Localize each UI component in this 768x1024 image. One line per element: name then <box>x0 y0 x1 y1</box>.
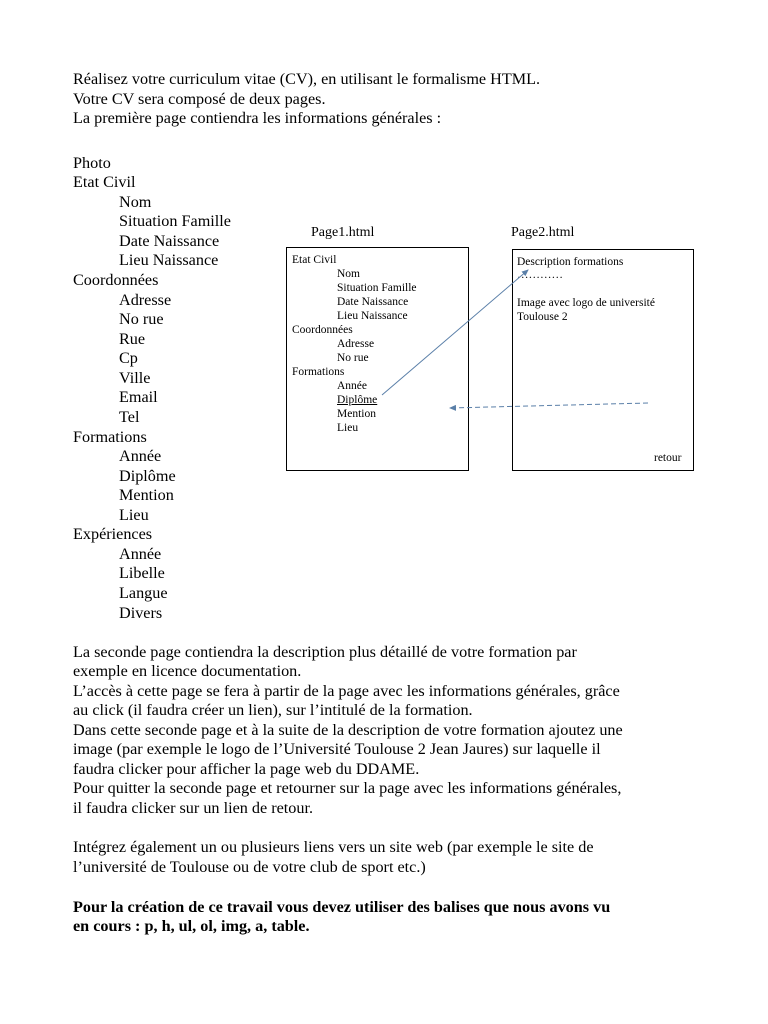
cv-photo: Photo <box>73 154 111 172</box>
body-line-6: image (par exemple le logo de l’Université Toulouse 2 Jean Jaures) sur laquelle il <box>73 740 601 758</box>
p2-description: Description formations <box>517 256 624 268</box>
arrow-retour-to-page1 <box>450 403 648 408</box>
bold-line-1: Pour la création de ce travail vous devez utiliser des balises que nous avons vu <box>73 898 611 916</box>
cv-coordonnees: Coordonnées <box>73 271 159 289</box>
cv-item-rue: Rue <box>119 330 146 348</box>
cv-experiences: Expériences <box>73 525 153 543</box>
cv-item-divers: Divers <box>119 604 163 622</box>
body-line-4: au click (il faudra créer un lien), sur l’intitulé de la formation. <box>73 701 473 719</box>
cv-item-mention: Mention <box>119 486 174 504</box>
p1-lieu-naissance: Lieu Naissance <box>337 310 408 322</box>
bold-line-2: en cours : p, h, ul, ol, img, a, table. <box>73 917 310 935</box>
cv-item-diplome: Diplôme <box>119 467 176 485</box>
intro-line-2: Votre CV sera composé de deux pages. <box>73 90 326 108</box>
p1-date-naissance: Date Naissance <box>337 296 409 308</box>
cv-item-libelle: Libelle <box>119 564 165 582</box>
p1-coordonnees: Coordonnées <box>292 324 353 336</box>
cv-item-exp-annee: Année <box>119 545 162 563</box>
links-line-1: Intégrez également un ou plusieurs liens vers un site web (par exemple le site de <box>73 838 594 856</box>
page2-label: Page2.html <box>511 225 575 240</box>
intro-line-3: La première page contiendra les informations générales : <box>73 109 442 127</box>
body-line-1: La seconde page contiendra la description plus détaillé de votre formation par <box>73 643 577 661</box>
cv-item-no-rue: No rue <box>119 310 164 328</box>
cv-item-adresse: Adresse <box>119 291 172 309</box>
cv-formations: Formations <box>73 428 147 446</box>
cv-item-cp: Cp <box>119 349 138 367</box>
arrow-diplome-to-page2 <box>382 270 528 395</box>
p2-image-line-2: Toulouse 2 <box>517 311 568 323</box>
cv-item-tel: Tel <box>119 408 140 426</box>
body-line-2: exemple en licence documentation. <box>73 662 302 680</box>
cv-item-ville: Ville <box>119 369 151 387</box>
body-line-9: il faudra clicker sur un lien de retour. <box>73 799 314 817</box>
p1-etat-civil: Etat Civil <box>292 254 337 266</box>
p1-adresse: Adresse <box>337 338 375 350</box>
p1-annee: Année <box>337 380 368 392</box>
p1-nom: Nom <box>337 268 360 280</box>
cv-item-annee: Année <box>119 447 162 465</box>
cv-item-date-naissance: Date Naissance <box>119 232 220 250</box>
cv-item-situation: Situation Famille <box>119 212 231 230</box>
body-line-7: faudra clicker pour afficher la page web du DDAME. <box>73 760 420 778</box>
body-line-8: Pour quitter la seconde page et retourner sur la page avec les informations générales, <box>73 779 622 797</box>
page1-label: Page1.html <box>311 225 375 240</box>
p2-image-line-1: Image avec logo de université <box>517 297 655 309</box>
cv-item-email: Email <box>119 388 158 406</box>
intro-line-1: Réalisez votre curriculum vitae (CV), en utilisant le formalisme HTML. <box>73 70 541 88</box>
body-line-5: Dans cette seconde page et à la suite de la description de votre formation ajoutez une <box>73 721 623 739</box>
p1-situation: Situation Famille <box>337 282 417 294</box>
links-line-2: l’université de Toulouse ou de votre club de sport etc.) <box>73 858 426 876</box>
cv-etat-civil: Etat Civil <box>73 173 136 191</box>
cv-item-nom: Nom <box>119 193 152 211</box>
p2-dots: ………… <box>517 269 563 281</box>
body-line-3: L’accès à cette page se fera à partir de la page avec les informations générales, grâce <box>73 682 620 700</box>
cv-item-lieu-naissance: Lieu Naissance <box>119 251 219 269</box>
cv-item-lieu: Lieu <box>119 506 149 524</box>
p2-retour-link[interactable]: retour <box>654 452 682 464</box>
p1-diplome-link[interactable]: Diplôme <box>337 394 378 406</box>
cv-item-langue: Langue <box>119 584 168 602</box>
p1-no-rue: No rue <box>337 352 369 364</box>
p1-mention: Mention <box>337 408 376 420</box>
p1-lieu: Lieu <box>337 422 359 434</box>
p1-formations: Formations <box>292 366 345 378</box>
